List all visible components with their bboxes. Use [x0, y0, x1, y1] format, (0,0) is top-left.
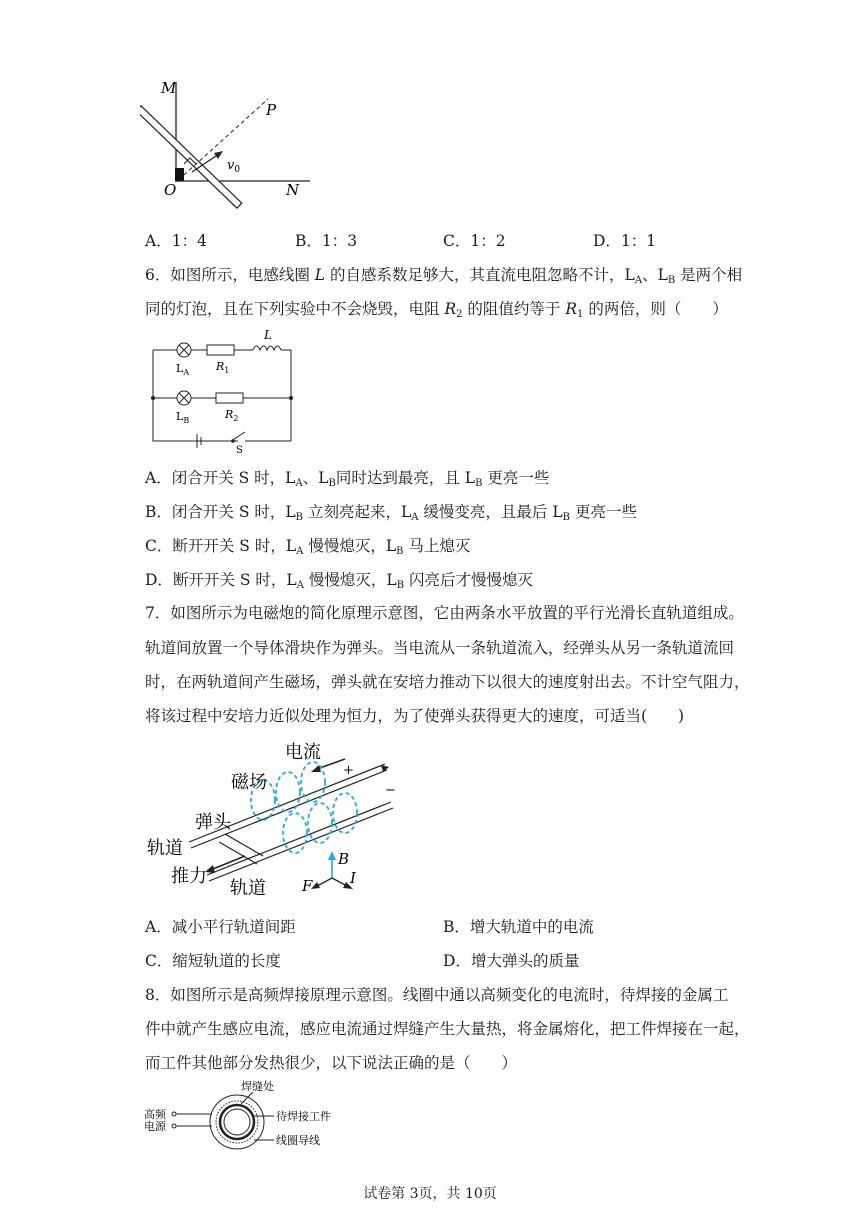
q7-stem-line-1: 7．如图所示为电磁炮的简化原理示意图，它由两条水平放置的平行光滑长直轨道组成。: [145, 604, 744, 622]
q6-stem-line-1: 6．如图所示，电感线圈 L 的自感系数足够大，其直流电阻忽略不计，$L_A$、$L_B$ 是两个相: [145, 266, 743, 286]
q8-stem-line-2: 件中就产生感应电流，感应电流通过焊缝产生大量热，将金属熔化，把工件焊接在一起，: [145, 1020, 750, 1038]
q7-railgun-figure: [145, 738, 405, 900]
q5-option-d: D．1：1: [593, 232, 657, 250]
q6-stem-line-2: 同的灯泡，且在下列实验中不会烧毁，电阻 $R_2$ 的阻值约等于 $R_1$ 的两倍，则（ ）: [145, 300, 728, 320]
q5-label-m: M: [161, 79, 177, 97]
q6-option-b: B．闭合开关 S 时，$L_B$ 立刻亮起来，$L_A$ 缓慢变亮，且最后 $L_B$ 更亮一些: [145, 503, 637, 523]
q7-option-d: D．增大弹头的质量: [443, 952, 580, 970]
q5-figure: [140, 78, 330, 218]
q5-option-b: B．1：3: [295, 232, 358, 250]
q8-label-source-2: 电源: [144, 1120, 166, 1133]
q8-label-source-1: 高频: [144, 1108, 166, 1121]
q7-label-rail-bottom: 轨道: [230, 878, 266, 899]
q6-option-a: A．闭合开关 S 时，$L_A$、$L_B$同时达到最亮，且 $L_B$ 更亮一些: [145, 469, 550, 489]
q7-label-minus: −: [385, 783, 396, 798]
q5-label-p: P: [266, 101, 277, 119]
q8-label-workpiece: 待焊接工件: [276, 1110, 331, 1123]
q7-option-c: C．缩短轨道的长度: [145, 952, 281, 970]
q7-label-i: I: [350, 869, 356, 887]
q7-option-b: B．增大轨道中的电流: [443, 918, 594, 936]
q7-label-rail-left: 轨道: [147, 838, 183, 859]
q7-label-field: 磁场: [231, 772, 267, 793]
q6-label-r2: $R_2$: [225, 408, 239, 423]
q6-circuit-figure: [145, 326, 300, 454]
q6-label-r1: $R_1$: [216, 360, 230, 375]
q8-label-weld-seam: 焊缝处: [241, 1080, 274, 1093]
q6-label-la: $L_A$: [176, 362, 190, 377]
q7-label-f: F: [302, 877, 313, 895]
q6-label-s: S: [236, 445, 243, 454]
q8-stem-line-1: 8．如图所示是高频焊接原理示意图。线圈中通以高频变化的电流时，待焊接的金属工: [145, 986, 729, 1004]
q5-label-o: O: [164, 181, 177, 199]
q7-label-thrust: 推力: [171, 866, 207, 887]
q7-label-plus: +: [343, 763, 354, 778]
q7-stem-line-4: 将该过程中安培力近似处理为恒力，为了使弹头获得更大的速度，可适当( ): [145, 707, 685, 725]
q7-label-b: B: [338, 850, 350, 868]
q7-label-current: 电流: [285, 742, 321, 763]
q6-option-d: D．断开开关 S 时，$L_A$ 慢慢熄灭，$L_B$ 闪亮后才慢慢熄灭: [145, 571, 533, 591]
q8-stem-line-3: 而工件其他部分发热很少，以下说法正确的是（ ）: [145, 1054, 518, 1072]
q5-option-a: A．1：4: [145, 232, 207, 250]
q7-option-a: A．减小平行轨道间距: [145, 918, 296, 936]
q8-welding-figure: [140, 1078, 340, 1150]
q7-stem-line-2: 轨道间放置一个导体滑块作为弹头。当电流从一条轨道流入，经弹头从另一条轨道流回: [145, 639, 735, 657]
q8-label-coil: 线圈导线: [276, 1134, 320, 1147]
page-footer: 试卷第 3页，共 10页: [363, 1186, 497, 1202]
q5-label-v: $v_0$: [227, 158, 241, 175]
q7-stem-line-3: 时，在两轨道间产生磁场，弹头就在安培力推动下以很大的速度射出去。不计空气阻力，: [145, 673, 750, 691]
q5-label-n: N: [286, 181, 300, 199]
q6-label-lb: $L_B$: [176, 410, 190, 425]
q5-option-c: C．1：2: [443, 232, 506, 250]
q7-label-projectile: 弹头: [195, 812, 231, 833]
q6-label-l: L: [264, 328, 272, 342]
q6-option-c: C．断开开关 S 时，$L_A$ 慢慢熄灭，$L_B$ 马上熄灭: [145, 537, 471, 557]
